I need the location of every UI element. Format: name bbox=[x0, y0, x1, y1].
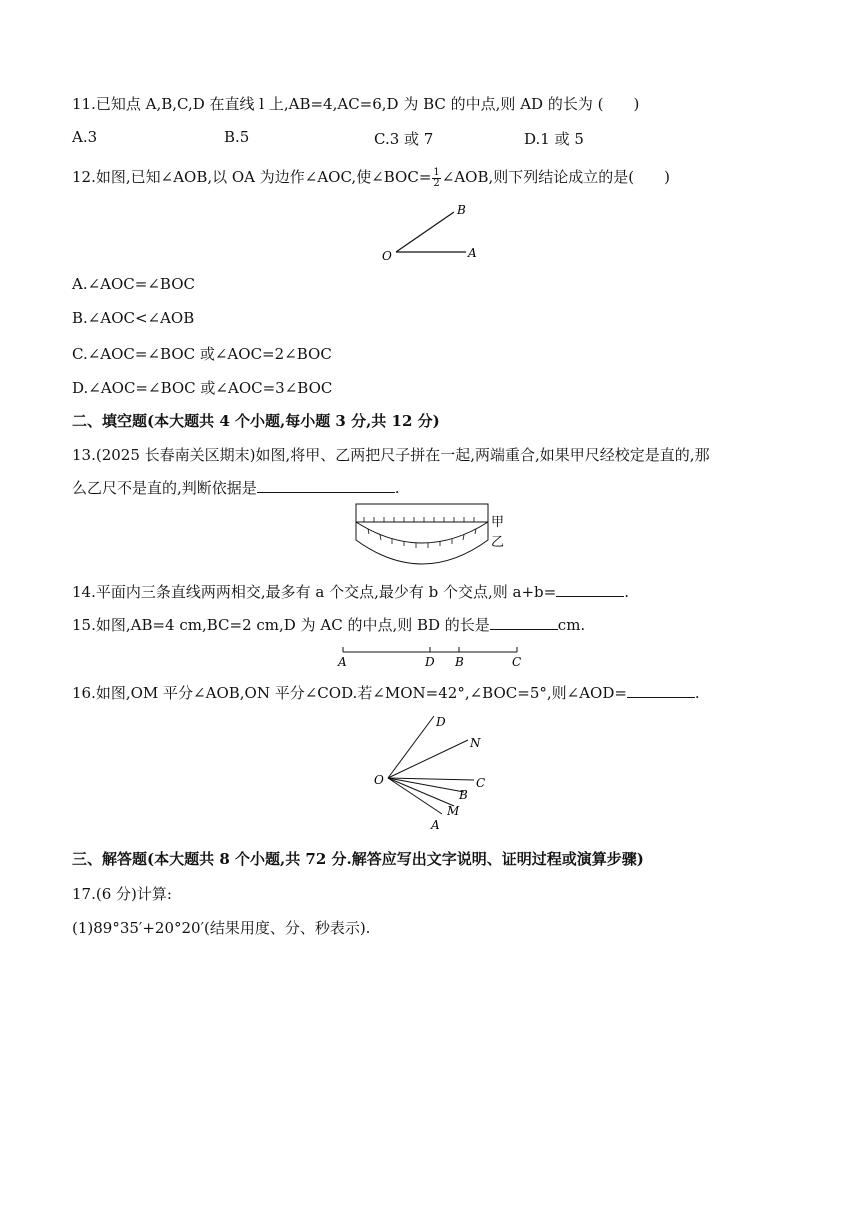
q16-rays-figure bbox=[368, 708, 498, 834]
q12-option-c: C.∠AOC=∠BOC 或∠AOC=2∠BOC bbox=[72, 345, 332, 363]
label-b: B bbox=[457, 203, 466, 217]
label-jia: 甲 bbox=[491, 515, 505, 530]
label-b: B bbox=[455, 655, 464, 669]
q17-title: 17.(6 分)计算: bbox=[72, 885, 172, 903]
q16-text: 16.如图,OM 平分∠AOB,ON 平分∠COD.若∠MON=42°,∠BOC=5°,则∠AOD= bbox=[72, 684, 627, 702]
q13-line2: 么乙尺不是直的,判断依据是 . bbox=[72, 479, 400, 497]
q15-text: 15.如图,AB=4 cm,BC=2 cm,D 为 AC 的中点,则 BD 的长是 bbox=[72, 616, 490, 634]
section-3-heading: 三、解答题(本大题共 8 个小题,共 72 分.解答应写出文字说明、证明过程或演算步骤) bbox=[72, 850, 644, 868]
label-o: O bbox=[374, 773, 384, 787]
q12-option-a: A.∠AOC=∠BOC bbox=[72, 275, 195, 293]
q12-angle-figure bbox=[378, 200, 488, 264]
label-c: C bbox=[476, 776, 486, 790]
q13-answer-blank[interactable] bbox=[257, 478, 395, 493]
q11-option-a: A.3 bbox=[72, 128, 98, 146]
label-c: C bbox=[512, 655, 522, 669]
q11-stem: 11.已知点 A,B,C,D 在直线 l 上,AB=4,AC=6,D 为 BC 的中点,则 AD 的长为 ( ) bbox=[72, 95, 640, 113]
label-n: N bbox=[470, 736, 481, 750]
q16-answer-blank[interactable] bbox=[627, 683, 695, 698]
q11-option-b: B.5 bbox=[224, 128, 250, 146]
q16-line: 16.如图,OM 平分∠AOB,ON 平分∠COD.若∠MON=42°,∠BOC=5°,则∠AOD= . bbox=[72, 684, 700, 702]
q13-ruler-figure bbox=[354, 500, 514, 572]
q11-option-d: D.1 或 5 bbox=[524, 130, 584, 148]
section-2-heading: 二、填空题(本大题共 4 个小题,每小题 3 分,共 12 分) bbox=[72, 412, 440, 430]
label-d: D bbox=[436, 715, 446, 729]
q15-segment-figure bbox=[334, 642, 534, 670]
q15-answer-blank[interactable] bbox=[490, 615, 558, 630]
label-d: D bbox=[425, 655, 435, 669]
q12-stem-part1: 12.如图,已知∠AOB,以 OA 为边作∠AOC,使∠BOC= bbox=[72, 168, 432, 186]
q13-line2-text: 么乙尺不是直的,判断依据是 bbox=[72, 479, 257, 497]
q12-stem bbox=[72, 166, 670, 189]
label-yi: 乙 bbox=[491, 535, 505, 550]
label-a: A bbox=[468, 246, 477, 260]
q11-option-c: C.3 或 7 bbox=[374, 130, 434, 148]
q14-text: 14.平面内三条直线两两相交,最多有 a 个交点,最少有 b 个交点,则 a+b= bbox=[72, 583, 557, 601]
label-o: O bbox=[382, 249, 392, 263]
q17-part1: (1)89°35′+20°20′(结果用度、分、秒表示). bbox=[72, 919, 371, 937]
q13-line1: 13.(2025 长春南关区期末)如图,将甲、乙两把尺子拼在一起,两端重合,如果甲尺经校定是直的,那 bbox=[72, 446, 710, 464]
q14-answer-blank[interactable] bbox=[556, 582, 624, 597]
label-a: A bbox=[431, 818, 440, 832]
label-b: B bbox=[459, 788, 468, 802]
q15-line: 15.如图,AB=4 cm,BC=2 cm,D 为 AC 的中点,则 BD 的长是 cm. bbox=[72, 616, 586, 634]
q14-line: 14.平面内三条直线两两相交,最多有 a 个交点,最少有 b 个交点,则 a+b= . bbox=[72, 583, 630, 601]
label-m: M bbox=[447, 804, 460, 818]
fraction-half: $\frac{1}{2}$ bbox=[433, 166, 440, 189]
label-a: A bbox=[338, 655, 347, 669]
q12-stem-part2: ∠AOB,则下列结论成立的是( ) bbox=[441, 168, 670, 186]
q12-option-b: B.∠AOC<∠AOB bbox=[72, 309, 195, 327]
q12-option-d: D.∠AOC=∠BOC 或∠AOC=3∠BOC bbox=[72, 379, 333, 397]
